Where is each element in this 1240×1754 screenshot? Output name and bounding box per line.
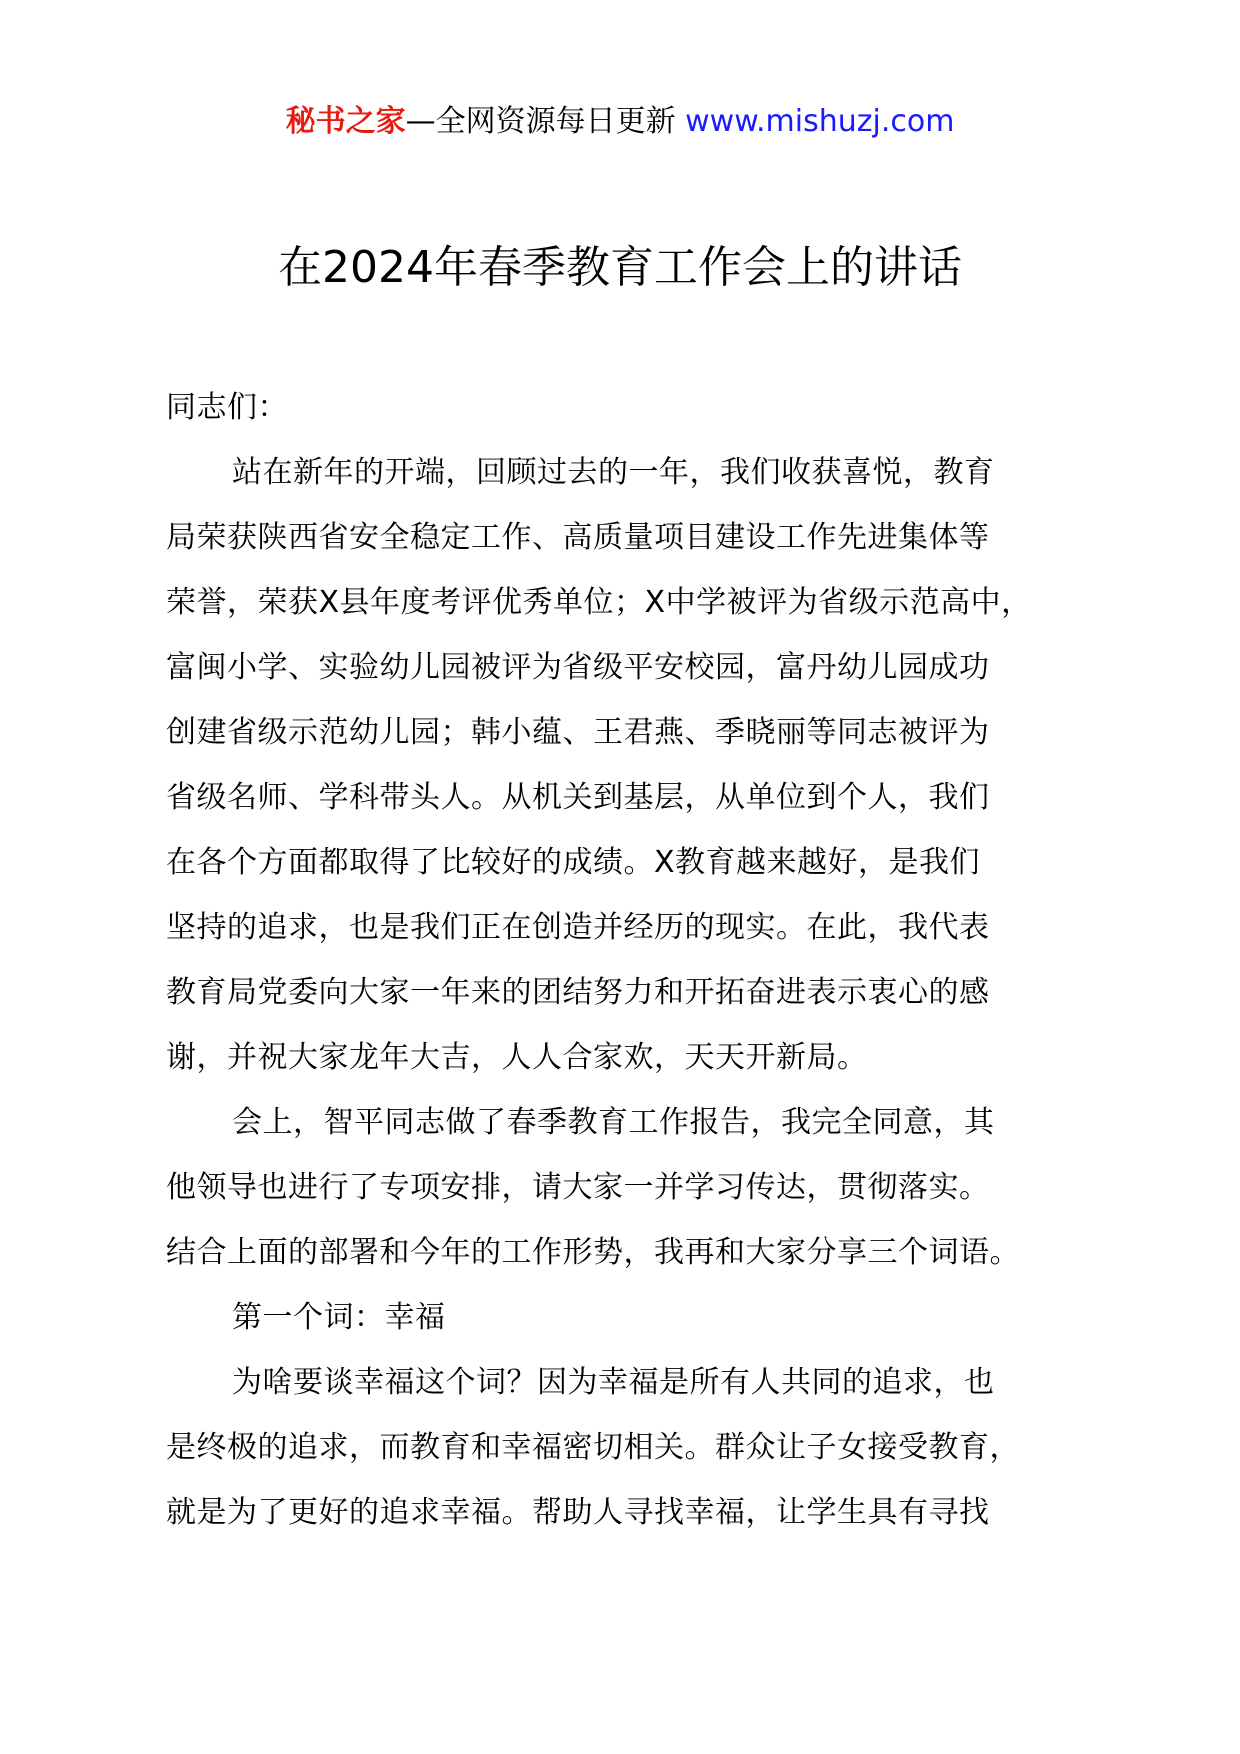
paragraph-line: 谢，并祝大家龙年大吉，人人合家欢，天天开新局。 (166, 1040, 868, 1075)
section-heading: 第一个词：幸福 (232, 1300, 446, 1335)
document-body (166, 375, 1096, 1545)
site-url-link[interactable]: www.mishuzj.com (685, 104, 955, 139)
paragraph-line: 会上，智平同志做了春季教育工作报告，我完全同意，其 (232, 1105, 995, 1140)
paragraph-line: 站在新年的开端，回顾过去的一年，我们收获喜悦，教育 (232, 455, 995, 490)
header-tagline: —全网资源每日更新 (405, 104, 686, 139)
paragraph-line: 坚持的追求，也是我们正在创造并经历的现实。在此，我代表 (166, 910, 990, 945)
paragraph-line: 在各个方面都取得了比较好的成绩。X教育越来越好，是我们 (166, 845, 981, 880)
brand-name: 秘书之家 (285, 104, 406, 139)
paragraph-line: 就是为了更好的追求幸福。帮助人寻找幸福，让学生具有寻找 (166, 1495, 990, 1530)
paragraph-line: 富闽小学、实验幼儿园被评为省级平安校园，富丹幼儿园成功 (166, 650, 990, 685)
paragraph-line: 结合上面的部署和今年的工作形势，我再和大家分享三个词语。 (166, 1235, 1020, 1270)
paragraph-line: 是终极的追求，而教育和幸福密切相关。群众让子女接受教育， (166, 1430, 1020, 1465)
paragraph-line: 荣誉，荣获X县年度考评优秀单位；X中学被评为省级示范高中， (166, 585, 1032, 620)
salutation: 同志们： (166, 390, 288, 425)
paragraph-line: 他领导也进行了专项安排，请大家一并学习传达，贯彻落实。 (166, 1170, 990, 1205)
paragraph-line: 创建省级示范幼儿园；韩小蕴、王君燕、季晓丽等同志被评为 (166, 715, 990, 750)
paragraph-line: 教育局党委向大家一年来的团结努力和开拓奋进表示衷心的感 (166, 975, 990, 1010)
paragraph-line: 为啥要谈幸福这个词？因为幸福是所有人共同的追求，也 (232, 1365, 995, 1400)
site-header (0, 100, 1240, 144)
paragraph-line: 省级名师、学科带头人。从机关到基层，从单位到个人，我们 (166, 780, 990, 815)
document-title: 在2024年春季教育工作会上的讲话 (278, 242, 962, 293)
paragraph-line: 局荣获陕西省安全稳定工作、高质量项目建设工作先进集体等 (166, 520, 990, 555)
